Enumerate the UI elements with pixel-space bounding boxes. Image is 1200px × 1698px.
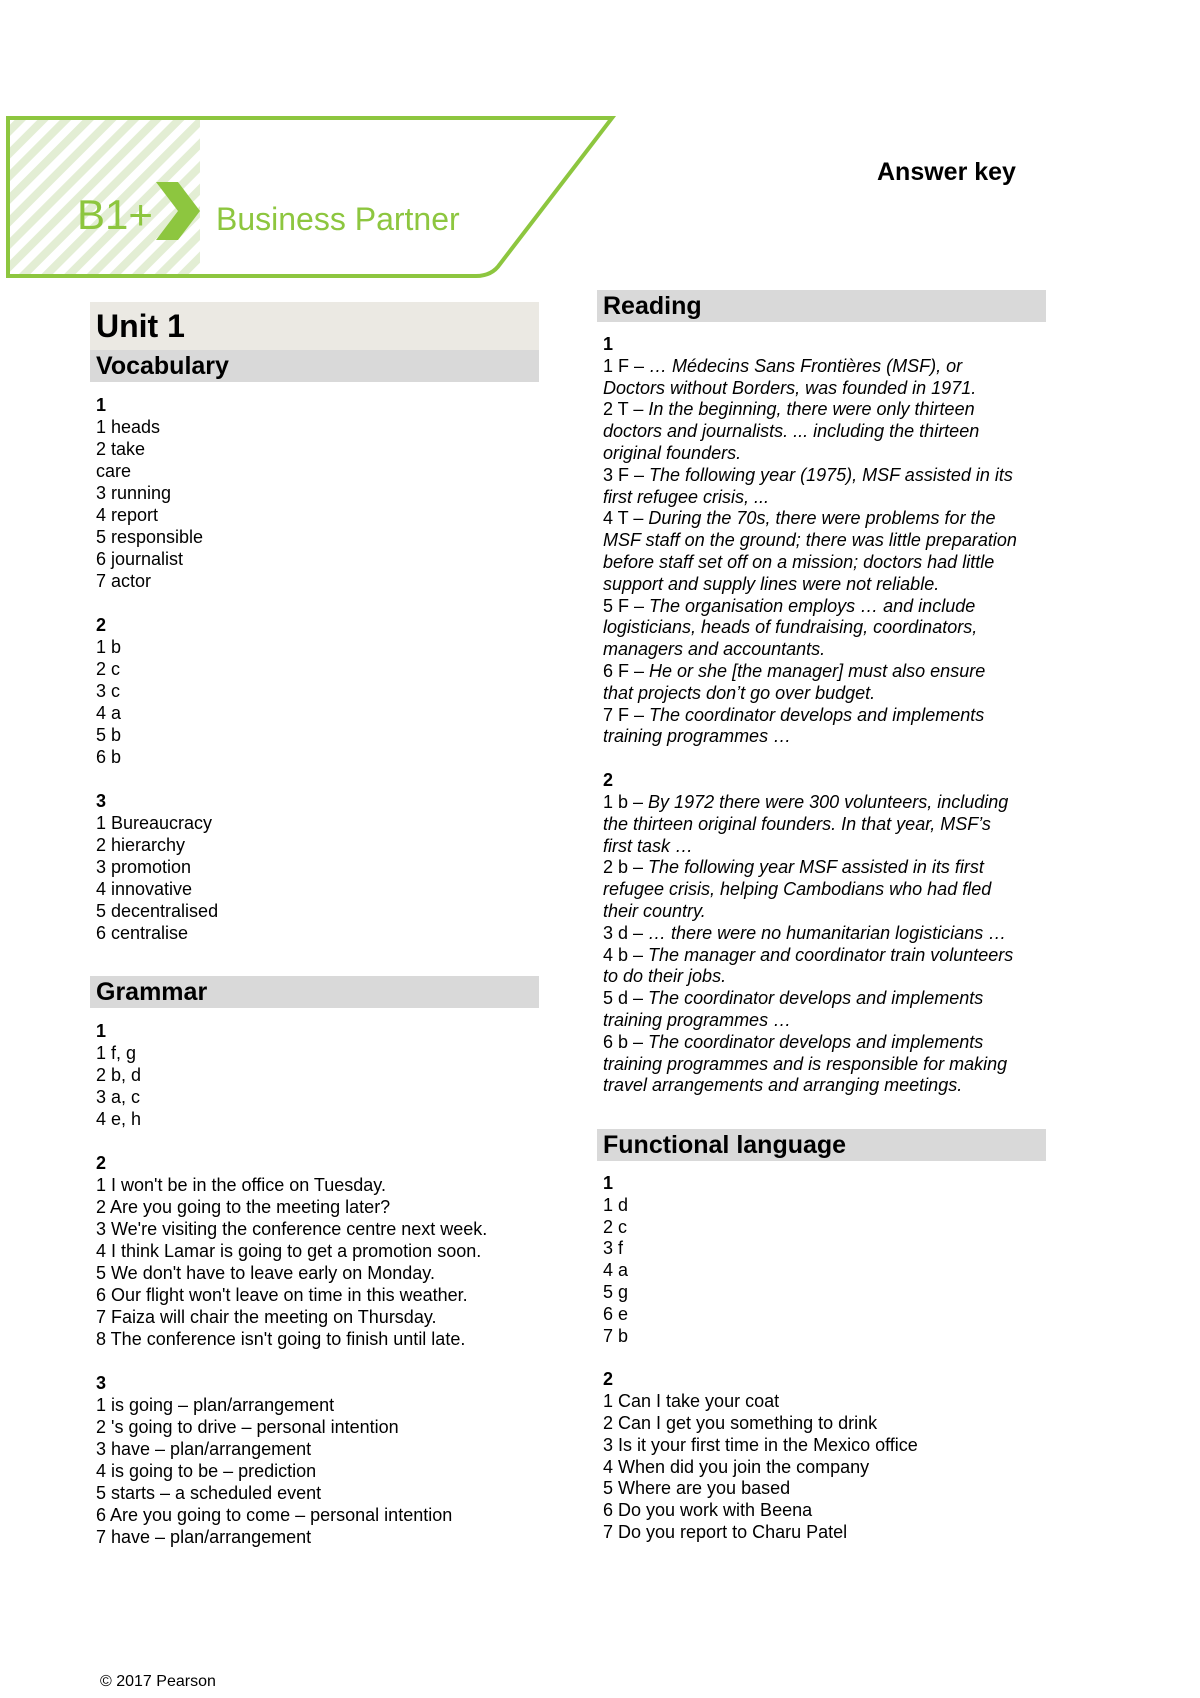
answer-line xyxy=(603,465,1046,487)
answer-line xyxy=(603,617,1046,639)
answer-quote: … Médecins Sans Frontières (MSF), or xyxy=(649,355,963,376)
answer-quote: The coordinator develops and implements xyxy=(648,988,984,1009)
answer-item: 1 d xyxy=(603,1194,629,1215)
answer-line xyxy=(603,726,1046,748)
answer-quote: their country. xyxy=(603,900,706,921)
answer-item: 2 Can I get you something to drink xyxy=(603,1413,878,1434)
answer-item: 2 Are you going to the meeting later? xyxy=(96,1197,391,1217)
answer-item: 5 g xyxy=(603,1282,629,1303)
answer-item: 7 have – plan/arrangement xyxy=(96,1527,312,1547)
answer-line xyxy=(603,661,1046,683)
answer-quote: logisticians, heads of fundraising, coordinators, xyxy=(603,617,978,638)
answer-label: 6 b – xyxy=(603,1031,649,1052)
answer-line xyxy=(603,1075,1046,1097)
exercise-group xyxy=(603,334,1046,748)
answer-label: 5 F – xyxy=(603,595,650,616)
answer-quote: original founders. xyxy=(603,442,742,463)
answer-item: 4 is going to be – prediction xyxy=(96,1461,317,1481)
answer-quote: training programmes … xyxy=(603,1009,792,1030)
answer-label: 6 F – xyxy=(603,660,650,681)
product-name: Business Partner xyxy=(216,201,460,237)
answer-line xyxy=(603,639,1046,661)
answer-quote: refugee crisis, helping Cambodians who had fled xyxy=(603,879,992,900)
answer-line xyxy=(603,1054,1046,1076)
answer-quote: support and supply lines were not reliable. xyxy=(603,573,940,594)
answer-line xyxy=(603,399,1046,421)
exercise-number: 1 xyxy=(96,395,107,415)
answer-item: 8 The conference isn't going to finish until late. xyxy=(96,1329,466,1349)
functional-language-heading: Functional language xyxy=(597,1129,1046,1161)
answer-quote: training programmes … xyxy=(603,726,792,747)
answer-label: 4 T – xyxy=(603,508,649,529)
answer-line xyxy=(603,901,1046,923)
exercise-group xyxy=(96,1372,539,1548)
answer-item: 1 f, g xyxy=(96,1043,137,1063)
answer-item: 2 take xyxy=(96,439,146,459)
answer-line xyxy=(603,814,1046,836)
answer-line xyxy=(603,923,1046,945)
answer-line xyxy=(603,857,1046,879)
answer-label: 1 b – xyxy=(603,791,649,812)
exercise-group xyxy=(603,1369,1046,1543)
copyright-footer: © 2017 Pearson xyxy=(100,1673,216,1690)
grammar-heading: Grammar xyxy=(90,976,539,1008)
unit-title: Unit 1 xyxy=(90,302,539,350)
answer-line xyxy=(603,1010,1046,1032)
exercise-group xyxy=(96,614,539,768)
answer-line xyxy=(603,792,1046,814)
answer-item: 4 I think Lamar is going to get a promotion soon. xyxy=(96,1241,482,1261)
answer-item: 1 Can I take your coat xyxy=(603,1391,780,1412)
answer-item: 4 a xyxy=(96,703,122,723)
answer-item: 6 centralise xyxy=(96,923,189,943)
answer-item: 5 starts – a scheduled event xyxy=(96,1483,322,1503)
exercise-number: 3 xyxy=(96,791,107,811)
answer-line xyxy=(603,988,1046,1010)
answer-item: 3 We're visiting the conference centre next week. xyxy=(96,1219,488,1239)
left-column xyxy=(90,302,539,1548)
answer-item: 3 c xyxy=(96,681,121,701)
answer-item: 3 Is it your first time in the Mexico office xyxy=(603,1434,918,1455)
answer-item: 6 Our flight won't leave on time in this weather. xyxy=(96,1285,468,1305)
answer-quote: training programmes and is responsible for making xyxy=(603,1053,1008,1074)
answer-item: 4 innovative xyxy=(96,879,193,899)
answer-item: 6 e xyxy=(603,1303,629,1324)
exercise-number: 2 xyxy=(96,615,107,635)
answer-item: 1 b xyxy=(96,637,122,657)
answer-line xyxy=(603,421,1046,443)
answer-item: 5 decentralised xyxy=(96,901,219,921)
answer-quote: The manager and coordinator train volunteers xyxy=(648,944,1014,965)
answer-quote: … there were no humanitarian logisticians … xyxy=(648,922,1007,943)
answer-quote: By 1972 there were 300 volunteers, including xyxy=(648,791,1009,812)
answer-item: 3 f xyxy=(603,1238,624,1259)
answer-item: 1 Bureaucracy xyxy=(96,813,213,833)
answer-quote: managers and accountants. xyxy=(603,639,826,660)
answer-quote: first refugee crisis, ... xyxy=(603,486,770,507)
answer-line xyxy=(603,487,1046,509)
answer-line xyxy=(603,705,1046,727)
answer-item: 3 running xyxy=(96,483,172,503)
answer-item: 3 promotion xyxy=(96,857,192,877)
exercise-number: 1 xyxy=(603,1173,614,1194)
answer-item: 3 a, c xyxy=(96,1087,141,1107)
answer-item: 2 b, d xyxy=(96,1065,142,1085)
answer-label: 3 F – xyxy=(603,464,650,485)
answer-item: 7 actor xyxy=(96,571,152,591)
answer-item: 4 e, h xyxy=(96,1109,142,1129)
answer-item: 2 hierarchy xyxy=(96,835,186,855)
answer-quote: The coordinator develops and implements xyxy=(649,704,985,725)
answer-label: 1 F – xyxy=(603,355,650,376)
answer-label: 3 d – xyxy=(603,922,649,943)
exercise-number: 1 xyxy=(603,334,614,354)
answer-item: 2 c xyxy=(96,659,121,679)
answer-item: 7 Do you report to Charu Patel xyxy=(603,1522,848,1543)
exercise-group xyxy=(603,770,1046,1097)
answer-key-title: Answer key xyxy=(877,158,1016,186)
answer-label: 7 F – xyxy=(603,704,650,725)
answer-line xyxy=(603,356,1046,378)
answer-item: 2 c xyxy=(603,1216,628,1237)
exercise-number: 3 xyxy=(96,1373,107,1393)
answer-line xyxy=(603,879,1046,901)
answer-label: 2 T – xyxy=(603,399,649,420)
answer-item: 3 have – plan/arrangement xyxy=(96,1439,312,1459)
answer-line xyxy=(603,378,1046,400)
answer-quote: During the 70s, there were problems for the xyxy=(648,508,996,529)
answer-label: 2 b – xyxy=(603,857,649,878)
answer-quote: before staff set off on a mission; doctors had little xyxy=(603,551,995,572)
answer-quote: The organisation employs … and include xyxy=(649,595,976,616)
reading-answers xyxy=(597,334,1046,1097)
answer-item: 1 heads xyxy=(96,417,161,437)
right-column xyxy=(597,290,1046,1544)
answer-item: 4 report xyxy=(96,505,159,525)
answer-item: 7 b xyxy=(603,1325,629,1346)
answer-item: 6 b xyxy=(96,747,122,767)
answer-quote: The following year (1975), MSF assisted in its xyxy=(649,464,1013,485)
answer-item: care xyxy=(96,461,132,481)
exercise-number: 2 xyxy=(96,1153,107,1173)
answer-line xyxy=(603,574,1046,596)
vocabulary-heading: Vocabulary xyxy=(90,350,539,382)
answer-line xyxy=(603,683,1046,705)
answer-quote: MSF staff on the ground; there was little preparation xyxy=(603,530,1017,551)
answer-item: 1 is going – plan/arrangement xyxy=(96,1395,335,1415)
exercise-number: 1 xyxy=(96,1021,107,1041)
reading-heading: Reading xyxy=(597,290,1046,322)
answer-item: 6 Do you work with Beena xyxy=(603,1500,813,1521)
level-label: B1+ xyxy=(77,191,153,238)
exercise-group xyxy=(96,1152,539,1350)
answer-quote: travel arrangements and arranging meetings. xyxy=(603,1075,963,1096)
answer-item: 1 I won't be in the office on Tuesday. xyxy=(96,1175,386,1195)
exercise-number: 2 xyxy=(603,770,614,791)
answer-item: 5 b xyxy=(96,725,122,745)
answer-quote: In the beginning, there were only thirteen xyxy=(648,399,975,420)
answer-quote: doctors and journalists. ... including the thirteen xyxy=(603,421,980,442)
answer-line xyxy=(603,1032,1046,1054)
answer-line xyxy=(603,836,1046,858)
answer-quote: that projects don’t go over budget. xyxy=(603,682,876,703)
answer-quote: Doctors without Borders, was founded in 1971. xyxy=(603,377,977,398)
exercise-group xyxy=(96,1020,539,1130)
answer-quote: first task … xyxy=(603,835,694,856)
answer-item: 7 Faiza will chair the meeting on Thursday. xyxy=(96,1307,437,1327)
answer-label: 5 d – xyxy=(603,988,649,1009)
answer-line xyxy=(603,530,1046,552)
answer-quote: to do their jobs. xyxy=(603,966,727,987)
answer-item: 5 We don't have to leave early on Monday. xyxy=(96,1263,435,1283)
exercise-group xyxy=(96,394,539,592)
answer-item: 6 Are you going to come – personal intention xyxy=(96,1505,453,1525)
exercise-group xyxy=(96,790,539,944)
answer-label: 4 b – xyxy=(603,944,649,965)
answer-line xyxy=(603,596,1046,618)
answer-item: 2 's going to drive – personal intention xyxy=(96,1417,399,1437)
answer-line xyxy=(603,966,1046,988)
answer-item: 6 journalist xyxy=(96,549,184,569)
header-banner xyxy=(0,112,620,282)
answer-item: 4 When did you join the company xyxy=(603,1456,870,1477)
answer-quote: He or she [the manager] must also ensure xyxy=(649,660,986,681)
answer-line xyxy=(603,945,1046,967)
answer-line xyxy=(603,508,1046,530)
vocabulary-answers xyxy=(90,394,539,944)
answer-item: 5 Where are you based xyxy=(603,1478,791,1499)
exercise-number: 2 xyxy=(603,1369,614,1390)
exercise-group xyxy=(603,1173,1046,1347)
functional-language-answers xyxy=(597,1173,1046,1544)
answer-quote: the thirteen original founders. In that year, MSF’s xyxy=(603,813,991,834)
answer-quote: The coordinator develops and implements xyxy=(648,1031,984,1052)
answer-line xyxy=(603,443,1046,465)
answer-item: 4 a xyxy=(603,1260,629,1281)
grammar-answers xyxy=(90,1020,539,1548)
answer-quote: The following year MSF assisted in its first xyxy=(648,857,984,878)
answer-line xyxy=(603,552,1046,574)
answer-item: 5 responsible xyxy=(96,527,204,547)
